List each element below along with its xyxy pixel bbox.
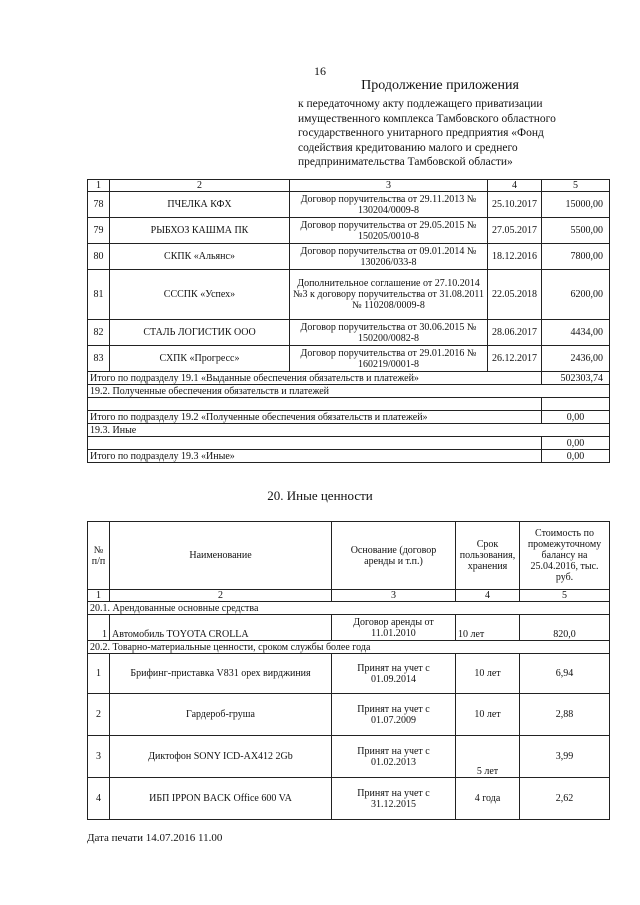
basis-document: Договор поручительства от 09.01.2014 № 130206/033-8 bbox=[290, 244, 488, 270]
item-name: ИБП IPPON BACK Office 600 VA bbox=[110, 778, 332, 820]
other-values-table bbox=[87, 521, 610, 820]
header-no: № п/п bbox=[88, 522, 110, 590]
row-number: 79 bbox=[88, 218, 110, 244]
total-19-2-value: 0,00 bbox=[542, 411, 610, 424]
total-row bbox=[88, 450, 610, 463]
item-name: Брифинг-приставка V831 орех вирджиния bbox=[110, 654, 332, 694]
basis-document: Договор поручительства от 29.01.2016 № 160219/0001-8 bbox=[290, 346, 488, 372]
total-19-1-value: 502303,74 bbox=[542, 372, 610, 385]
due-date: 28.06.2017 bbox=[488, 320, 542, 346]
empty-cell bbox=[542, 398, 610, 411]
section-19-2-heading: 19.2. Полученные обеспечения обязательств и платежей bbox=[88, 385, 610, 398]
table-row bbox=[88, 615, 610, 641]
debtor-name: СССПК «Успех» bbox=[110, 270, 290, 320]
continuation-subtitle: к передаточному акту подлежащего приватизации имущественного комплекса Тамбовского областного государственного унитарного предприятия «Фонд содействия кредитованию малого и среднего предпринимательства Тамбовской области» bbox=[298, 98, 556, 168]
item-basis: Принят на учет с 31.12.2015 bbox=[332, 778, 456, 820]
section-row bbox=[88, 385, 610, 398]
page-number: 16 bbox=[314, 64, 326, 78]
table-row bbox=[88, 654, 610, 694]
table-row bbox=[88, 218, 610, 244]
column-number-row bbox=[88, 590, 610, 602]
table-row bbox=[88, 320, 610, 346]
item-cost: 6,94 bbox=[520, 654, 610, 694]
header-basis: Основание (договор аренды и т.п.) bbox=[332, 522, 456, 590]
item-basis: Принят на учет с 01.02.2013 bbox=[332, 736, 456, 778]
section-20-title: 20. Иные ценности bbox=[267, 488, 373, 503]
item-term: 10 лет bbox=[456, 654, 520, 694]
due-date: 22.05.2018 bbox=[488, 270, 542, 320]
due-date: 18.12.2016 bbox=[488, 244, 542, 270]
item-name: Автомобиль TOYOTA CROLLA bbox=[110, 615, 332, 641]
section-20-1-heading: 20.1. Арендованные основные средства bbox=[88, 602, 610, 615]
item-cost: 2,62 bbox=[520, 778, 610, 820]
amount: 2436,00 bbox=[542, 346, 610, 372]
header-term: Срок пользования, хранения bbox=[456, 522, 520, 590]
section-20-2-heading: 20.2. Товарно-материальные ценности, сроком службы более года bbox=[88, 641, 610, 654]
row-19-3-value: 0,00 bbox=[542, 437, 610, 450]
row-number: 2 bbox=[88, 694, 110, 736]
value-row bbox=[88, 437, 610, 450]
section-row bbox=[88, 424, 610, 437]
table-row bbox=[88, 346, 610, 372]
total-19-3-label: Итого по подразделу 19.3 «Иные» bbox=[88, 450, 542, 463]
header-cost: Стоимость по промежуточному балансу на 25.04.2016, тыс. руб. bbox=[520, 522, 610, 590]
debtor-name: СКПК «Альянс» bbox=[110, 244, 290, 270]
section-19-3-heading: 19.3. Иные bbox=[88, 424, 610, 437]
table-row bbox=[88, 244, 610, 270]
row-number: 4 bbox=[88, 778, 110, 820]
basis-document: Договор поручительства от 29.11.2013 № 130204/0009-8 bbox=[290, 192, 488, 218]
total-19-3-value: 0,00 bbox=[542, 450, 610, 463]
due-date: 27.05.2017 bbox=[488, 218, 542, 244]
item-name: Диктофон SONY ICD-AX412 2Gb bbox=[110, 736, 332, 778]
guarantees-table bbox=[87, 179, 610, 463]
col-number: 5 bbox=[542, 180, 610, 192]
debtor-name: СХПК «Прогресс» bbox=[110, 346, 290, 372]
row-number: 78 bbox=[88, 192, 110, 218]
table-row bbox=[88, 270, 610, 320]
row-number: 1 bbox=[88, 615, 110, 641]
amount: 5500,00 bbox=[542, 218, 610, 244]
debtor-name: СТАЛЬ ЛОГИСТИК ООО bbox=[110, 320, 290, 346]
item-cost: 2,88 bbox=[520, 694, 610, 736]
col-number: 5 bbox=[520, 590, 610, 602]
item-name: Гардероб-груша bbox=[110, 694, 332, 736]
item-term: 10 лет bbox=[456, 615, 520, 641]
basis-document: Договор поручительства от 29.05.2015 № 150205/0010-8 bbox=[290, 218, 488, 244]
col-number: 4 bbox=[488, 180, 542, 192]
table-row bbox=[88, 694, 610, 736]
column-number-row bbox=[88, 180, 610, 192]
amount: 6200,00 bbox=[542, 270, 610, 320]
total-19-2-label: Итого по подразделу 19.2 «Полученные обеспечения обязательств и платежей» bbox=[88, 411, 542, 424]
col-number: 1 bbox=[88, 590, 110, 602]
header-name: Наименование bbox=[110, 522, 332, 590]
item-term: 5 лет bbox=[456, 736, 520, 778]
section-row bbox=[88, 641, 610, 654]
col-number: 3 bbox=[290, 180, 488, 192]
due-date: 26.12.2017 bbox=[488, 346, 542, 372]
empty-row bbox=[88, 398, 610, 411]
empty-cell bbox=[88, 437, 542, 450]
col-number: 3 bbox=[332, 590, 456, 602]
section-row bbox=[88, 602, 610, 615]
amount: 7800,00 bbox=[542, 244, 610, 270]
row-number: 83 bbox=[88, 346, 110, 372]
row-number: 80 bbox=[88, 244, 110, 270]
debtor-name: ПЧЕЛКА КФХ bbox=[110, 192, 290, 218]
total-row bbox=[88, 411, 610, 424]
total-19-1-label: Итого по подразделу 19.1 «Выданные обеспечения обязательств и платежей» bbox=[88, 372, 542, 385]
row-number: 1 bbox=[88, 654, 110, 694]
item-term: 10 лет bbox=[456, 694, 520, 736]
due-date: 25.10.2017 bbox=[488, 192, 542, 218]
item-basis: Договор аренды от 11.01.2010 bbox=[332, 615, 456, 641]
item-cost: 820,0 bbox=[520, 615, 610, 641]
table-row bbox=[88, 736, 610, 778]
print-date: Дата печати 14.07.2016 11.00 bbox=[87, 832, 223, 844]
empty-cell bbox=[88, 398, 542, 411]
basis-document: Дополнительное соглашение от 27.10.2014 №3 к договору поручительства от 31.08.2011 № 110208/0009-8 bbox=[290, 270, 488, 320]
item-cost: 3,99 bbox=[520, 736, 610, 778]
debtor-name: РЫБХОЗ КАШМА ПК bbox=[110, 218, 290, 244]
continuation-title: Продолжение приложения bbox=[361, 78, 519, 93]
col-number: 4 bbox=[456, 590, 520, 602]
total-row bbox=[88, 372, 610, 385]
col-number: 2 bbox=[110, 180, 290, 192]
table-row bbox=[88, 778, 610, 820]
table-row bbox=[88, 192, 610, 218]
col-number: 1 bbox=[88, 180, 110, 192]
row-number: 81 bbox=[88, 270, 110, 320]
header-row bbox=[88, 522, 610, 590]
item-basis: Принят на учет с 01.09.2014 bbox=[332, 654, 456, 694]
col-number: 2 bbox=[110, 590, 332, 602]
amount: 15000,00 bbox=[542, 192, 610, 218]
item-term: 4 года bbox=[456, 778, 520, 820]
amount: 4434,00 bbox=[542, 320, 610, 346]
basis-document: Договор поручительства от 30.06.2015 № 150200/0082-8 bbox=[290, 320, 488, 346]
row-number: 82 bbox=[88, 320, 110, 346]
row-number: 3 bbox=[88, 736, 110, 778]
item-basis: Принят на учет с 01.07.2009 bbox=[332, 694, 456, 736]
